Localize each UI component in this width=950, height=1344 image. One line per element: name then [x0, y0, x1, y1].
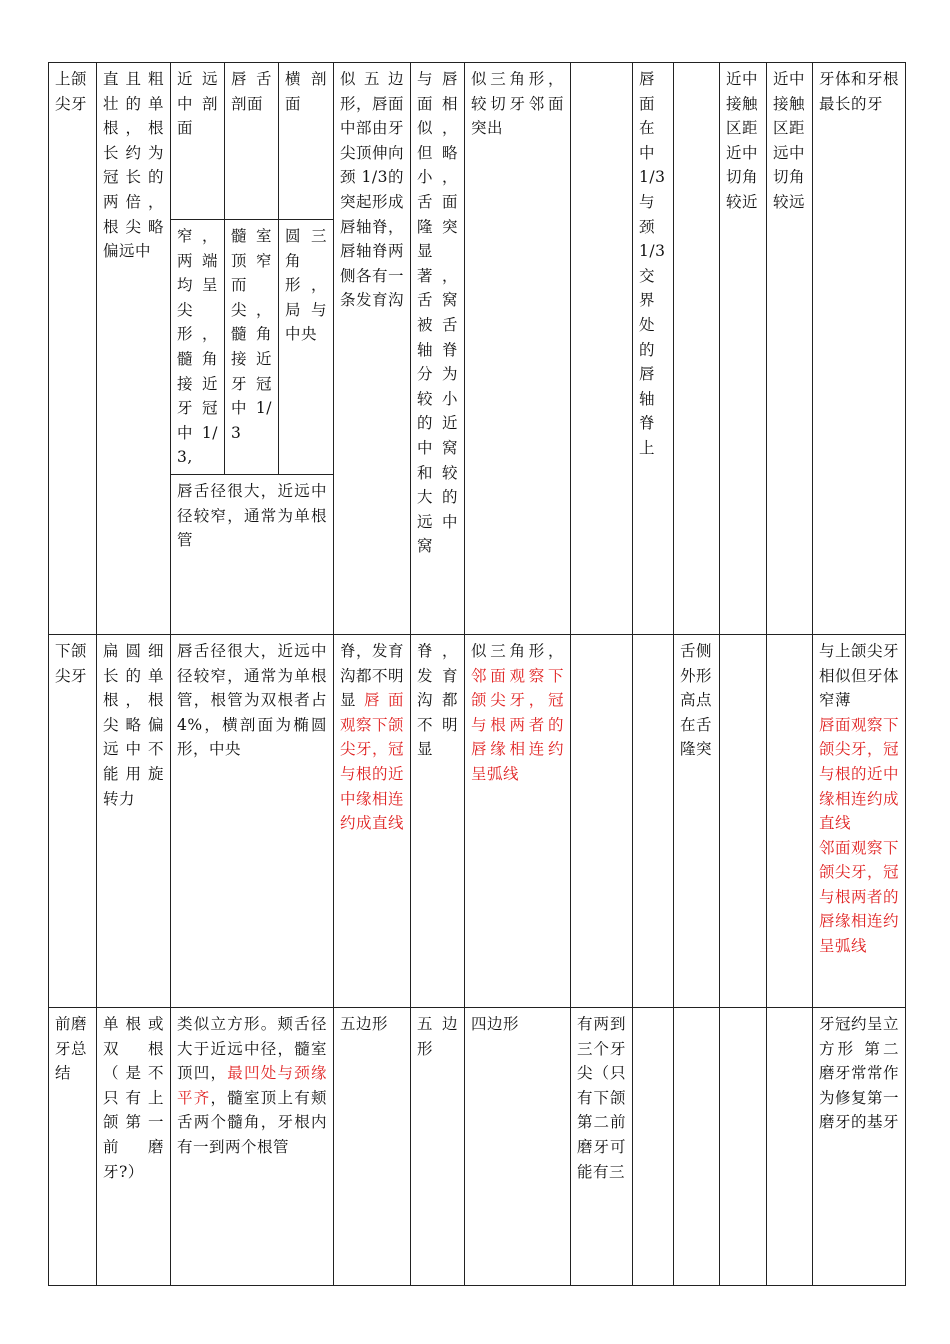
pulp-text-a: 类似立方形。颊舌径大于近远中径，髓室顶凹，: [177, 1014, 327, 1083]
labial-height-cell: [633, 1007, 674, 1285]
table-row: [49, 1007, 906, 1285]
table-row: [49, 634, 906, 1007]
lingual-height-cell: 舌侧外形高点在舌隆突: [674, 634, 720, 1007]
occlusal-cell: [571, 63, 633, 635]
pulp-canal-text: 唇舌径很大，近远中径较窄，通常为单根管: [171, 474, 334, 634]
distal-contact-cell: [767, 1007, 813, 1285]
occlusal-cell: [571, 634, 633, 1007]
proximal-cell: 四边形: [465, 1007, 571, 1285]
pulp-text-b: ，髓室顶上有颊舌两个髓角，牙根内有一到两个根管: [177, 1088, 327, 1156]
pulp-mesiodistal-label: 近远中剖面: [171, 63, 225, 220]
pulp-cell: 唇舌径很大，近远中径较窄，通常为单根管，根管为双根者占4%，横剖面为椭圆形，中央: [171, 634, 334, 1007]
labial-cell: 五边形: [334, 1007, 411, 1285]
notes-highlight-text-1: 唇面观察下颌尖牙，冠与根的近中缘相连约成直线: [819, 715, 900, 833]
pulp-highlight-text: 最凹处与颈缘平齐: [177, 1064, 327, 1107]
mesial-contact-cell: [720, 634, 767, 1007]
occlusal-cell: 有两到三个牙尖（只有下颌第二前磨牙可能有三: [571, 1007, 633, 1285]
pulp-labiolingual-label: 唇舌剖面: [225, 63, 279, 220]
pulp-cross-label: 横剖面: [279, 63, 334, 220]
notes-cell: 牙体和牙根最长的牙: [813, 63, 906, 635]
proximal-cell: 似三角形，较切牙邻面突出: [465, 63, 571, 635]
labial-cell: 似五边形，唇面中部由牙尖顶伸向颈 1/3的突起形成唇轴脊，唇轴脊两侧各有一条发育沟: [334, 63, 411, 635]
mesial-contact-cell: [720, 1007, 767, 1285]
lingual-cell: 脊，发育沟都不明显: [411, 634, 465, 1007]
lingual-cell: 与唇面相似，但略小，舌面隆突显著，舌窝被舌轴脊分为较小的近中窝和较大的远中窝: [411, 63, 465, 635]
tooth-table: [48, 62, 906, 1286]
notes-text: 与上颌尖牙相似但牙体窄薄: [819, 641, 900, 710]
table-row: [49, 63, 906, 220]
labial-text: 脊，发育沟都不明显: [340, 641, 405, 710]
tooth-name-cell: 下颌尖牙: [49, 634, 97, 1007]
tooth-name-cell: 前磨牙总结: [49, 1007, 97, 1285]
labial-highlight-text: 唇面观察下颌尖牙，冠与根的近中缘相连约成直线: [340, 691, 405, 833]
proximal-text: 似三角形，: [471, 641, 564, 660]
pulp-labiolingual-text: 髓室顶窄而尖，髓角接近牙冠中1/3: [225, 220, 279, 475]
root-cell: 扁圆细长的单根，根尖略偏远中不能用旋转力: [97, 634, 171, 1007]
lingual-cell: 五边形: [411, 1007, 465, 1285]
pulp-cell: [171, 1007, 334, 1285]
notes-cell: [813, 634, 906, 1007]
proximal-cell: [465, 634, 571, 1007]
notes-cell: 牙冠约呈立方形 第二磨牙常常作为修复第一磨牙的基牙: [813, 1007, 906, 1285]
labial-height-cell: [633, 634, 674, 1007]
notes-highlight-text-2: 邻面观察下颌尖牙，冠与根两者的唇缘相连约呈弧线: [819, 838, 900, 956]
root-cell: 直且粗壮的单根，根长约为冠长的两倍，根尖略偏远中: [97, 63, 171, 635]
tooth-name-cell: 上颌尖牙: [49, 63, 97, 635]
lingual-height-cell: [674, 1007, 720, 1285]
proximal-highlight-text: 邻面观察下颌尖牙，冠与根两者的唇缘相连约呈弧线: [471, 666, 564, 783]
root-cell: 单根或双根（是不只有上颌第一前磨牙?）: [97, 1007, 171, 1285]
labial-height-cell: 唇面在中1/3与颈1/3交界处的唇轴脊上: [633, 63, 674, 635]
lingual-height-cell: [674, 63, 720, 635]
mesial-contact-cell: 近中接触区距近中切角较近: [720, 63, 767, 635]
pulp-cross-text: 圆三角形，局与中央: [279, 220, 334, 475]
pulp-mesiodistal-text: 窄，两端均呈尖形，髓角接近牙冠中1/3,: [171, 220, 225, 475]
distal-contact-cell: 近中接触区距远中切角较远: [767, 63, 813, 635]
labial-cell: [334, 634, 411, 1007]
distal-contact-cell: [767, 634, 813, 1007]
